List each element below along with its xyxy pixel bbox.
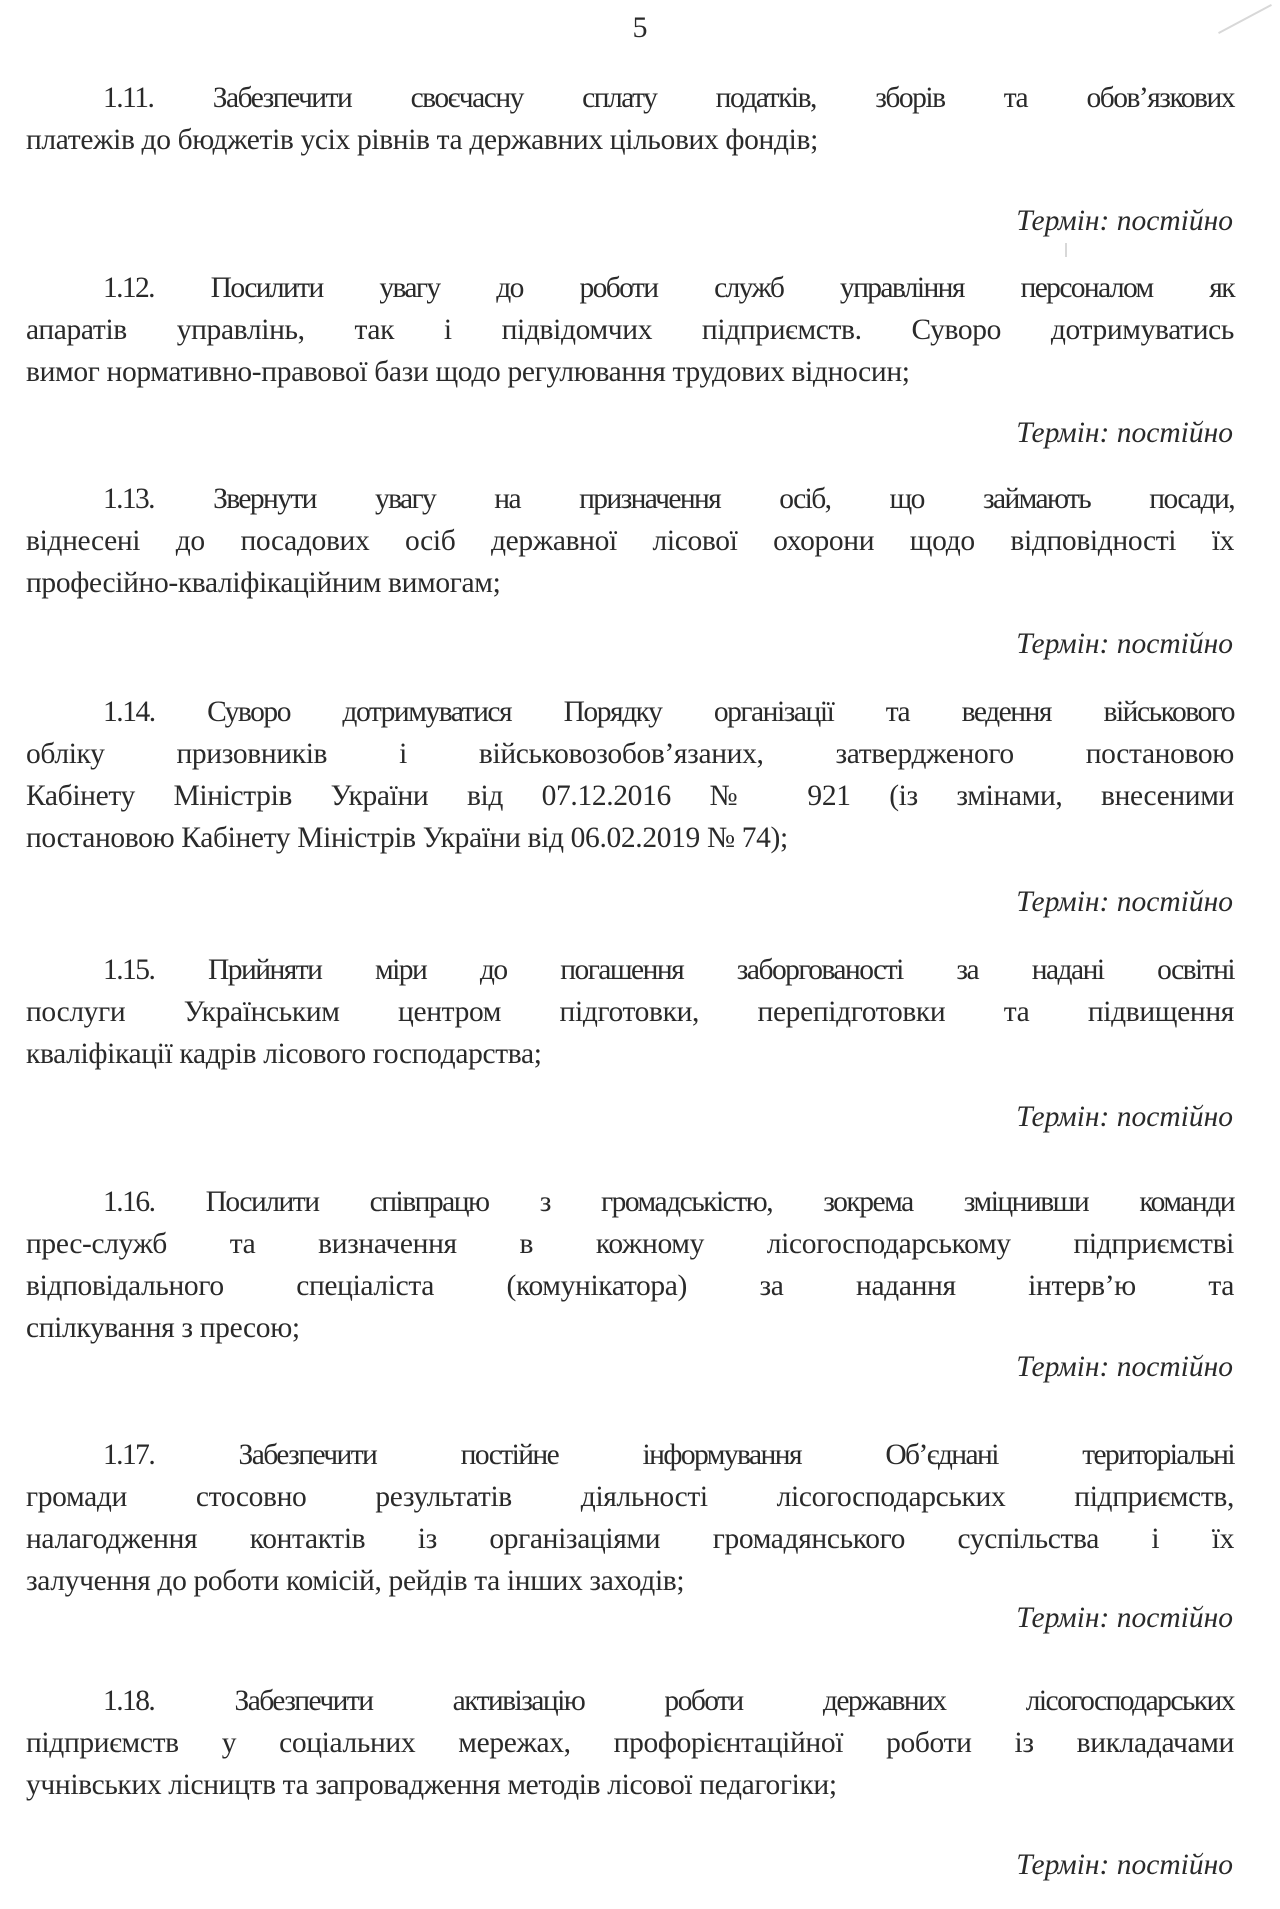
clause-1-18 xyxy=(26,1680,1234,1806)
clause-1-17 xyxy=(26,1434,1234,1602)
deadline-label: Термін: постійно xyxy=(1016,886,1233,918)
clause-line: Кабінету Міністрів України від 07.12.2016 № 921 (із змінами, внесеними xyxy=(26,780,1234,812)
clause-line: учнівських лісництв та запровадження методів лісової педагогіки; xyxy=(26,1769,837,1801)
clause-1-14 xyxy=(26,691,1234,859)
clause-line: 1.13. Звернути увагу на призначення осіб, що займають посади, xyxy=(103,483,1234,515)
clause-line: підприємств у соціальних мережах, профорієнтаційної роботи із викладачами xyxy=(26,1727,1234,1759)
clause-line: 1.18. Забезпечити активізацію роботи державних лісогосподарських xyxy=(103,1685,1234,1717)
clause-line: 1.11. Забезпечити своєчасну сплату податків, зборів та обов’язкових xyxy=(103,82,1234,114)
deadline-label: Термін: постійно xyxy=(1016,417,1233,449)
clause-line: обліку призовників і військовозобов’язаних, затвердженого постановою xyxy=(26,738,1234,770)
clause-line: послуги Українським центром підготовки, перепідготовки та підвищення xyxy=(26,996,1234,1028)
clause-line: апаратів управлінь, так і підвідомчих підприємств. Суворо дотримуватись xyxy=(26,314,1234,346)
clause-1-11 xyxy=(26,77,1234,161)
clause-line: 1.14. Суворо дотримуватися Порядку організації та ведення військового xyxy=(103,696,1234,728)
clause-1-15 xyxy=(26,949,1234,1075)
clause-line: 1.17. Забезпечити постійне інформування Об’єднані територіальні xyxy=(103,1439,1234,1471)
clause-line: вимог нормативно-правової бази щодо регулювання трудових відносин; xyxy=(26,356,910,388)
clause-line: 1.15. Прийняти міри до погашення заборгованості за надані освітні xyxy=(103,954,1234,986)
clause-line: віднесені до посадових осіб державної лісової охорони щодо відповідності їх xyxy=(26,525,1234,557)
deadline-label: Термін: постійно xyxy=(1016,1849,1233,1881)
deadline-label: Термін: постійно xyxy=(1016,1101,1233,1133)
clause-1-16 xyxy=(26,1181,1234,1349)
clause-line: 1.16. Посилити співпрацю з громадськістю, зокрема зміцнивши команди xyxy=(103,1186,1234,1218)
clause-line: кваліфікації кадрів лісового господарства; xyxy=(26,1038,542,1070)
deadline-label: Термін: постійно xyxy=(1016,205,1233,237)
clause-1-12 xyxy=(26,267,1234,393)
clause-line: професійно-кваліфікаційним вимогам; xyxy=(26,567,501,599)
clause-line: платежів до бюджетів усіх рівнів та державних цільових фондів; xyxy=(26,124,818,156)
clause-line: відповідального спеціаліста (комунікатора) за надання інтерв’ю та xyxy=(26,1270,1234,1302)
clause-line: прес-служб та визначення в кожному лісогосподарському підприємстві xyxy=(26,1228,1234,1260)
clause-line: налагодження контактів із організаціями громадянського суспільства і їх xyxy=(26,1523,1234,1555)
deadline-label: Термін: постійно xyxy=(1016,1602,1233,1634)
clause-line: спілкування з пресою; xyxy=(26,1312,300,1344)
deadline-label: Термін: постійно xyxy=(1016,628,1233,660)
clause-line: постановою Кабінету Міністрів України від 06.02.2019 № 74); xyxy=(26,822,788,854)
deadline-label: Термін: постійно xyxy=(1016,1351,1233,1383)
clause-line: громади стосовно результатів діяльності лісогосподарських підприємств, xyxy=(26,1481,1234,1513)
clause-line: 1.12. Посилити увагу до роботи служб управління персоналом як xyxy=(103,272,1234,304)
clause-1-13 xyxy=(26,478,1234,604)
scan-artifact xyxy=(1065,243,1067,257)
clause-line: залучення до роботи комісій, рейдів та інших заходів; xyxy=(26,1565,685,1597)
page-number: 5 xyxy=(632,11,648,44)
